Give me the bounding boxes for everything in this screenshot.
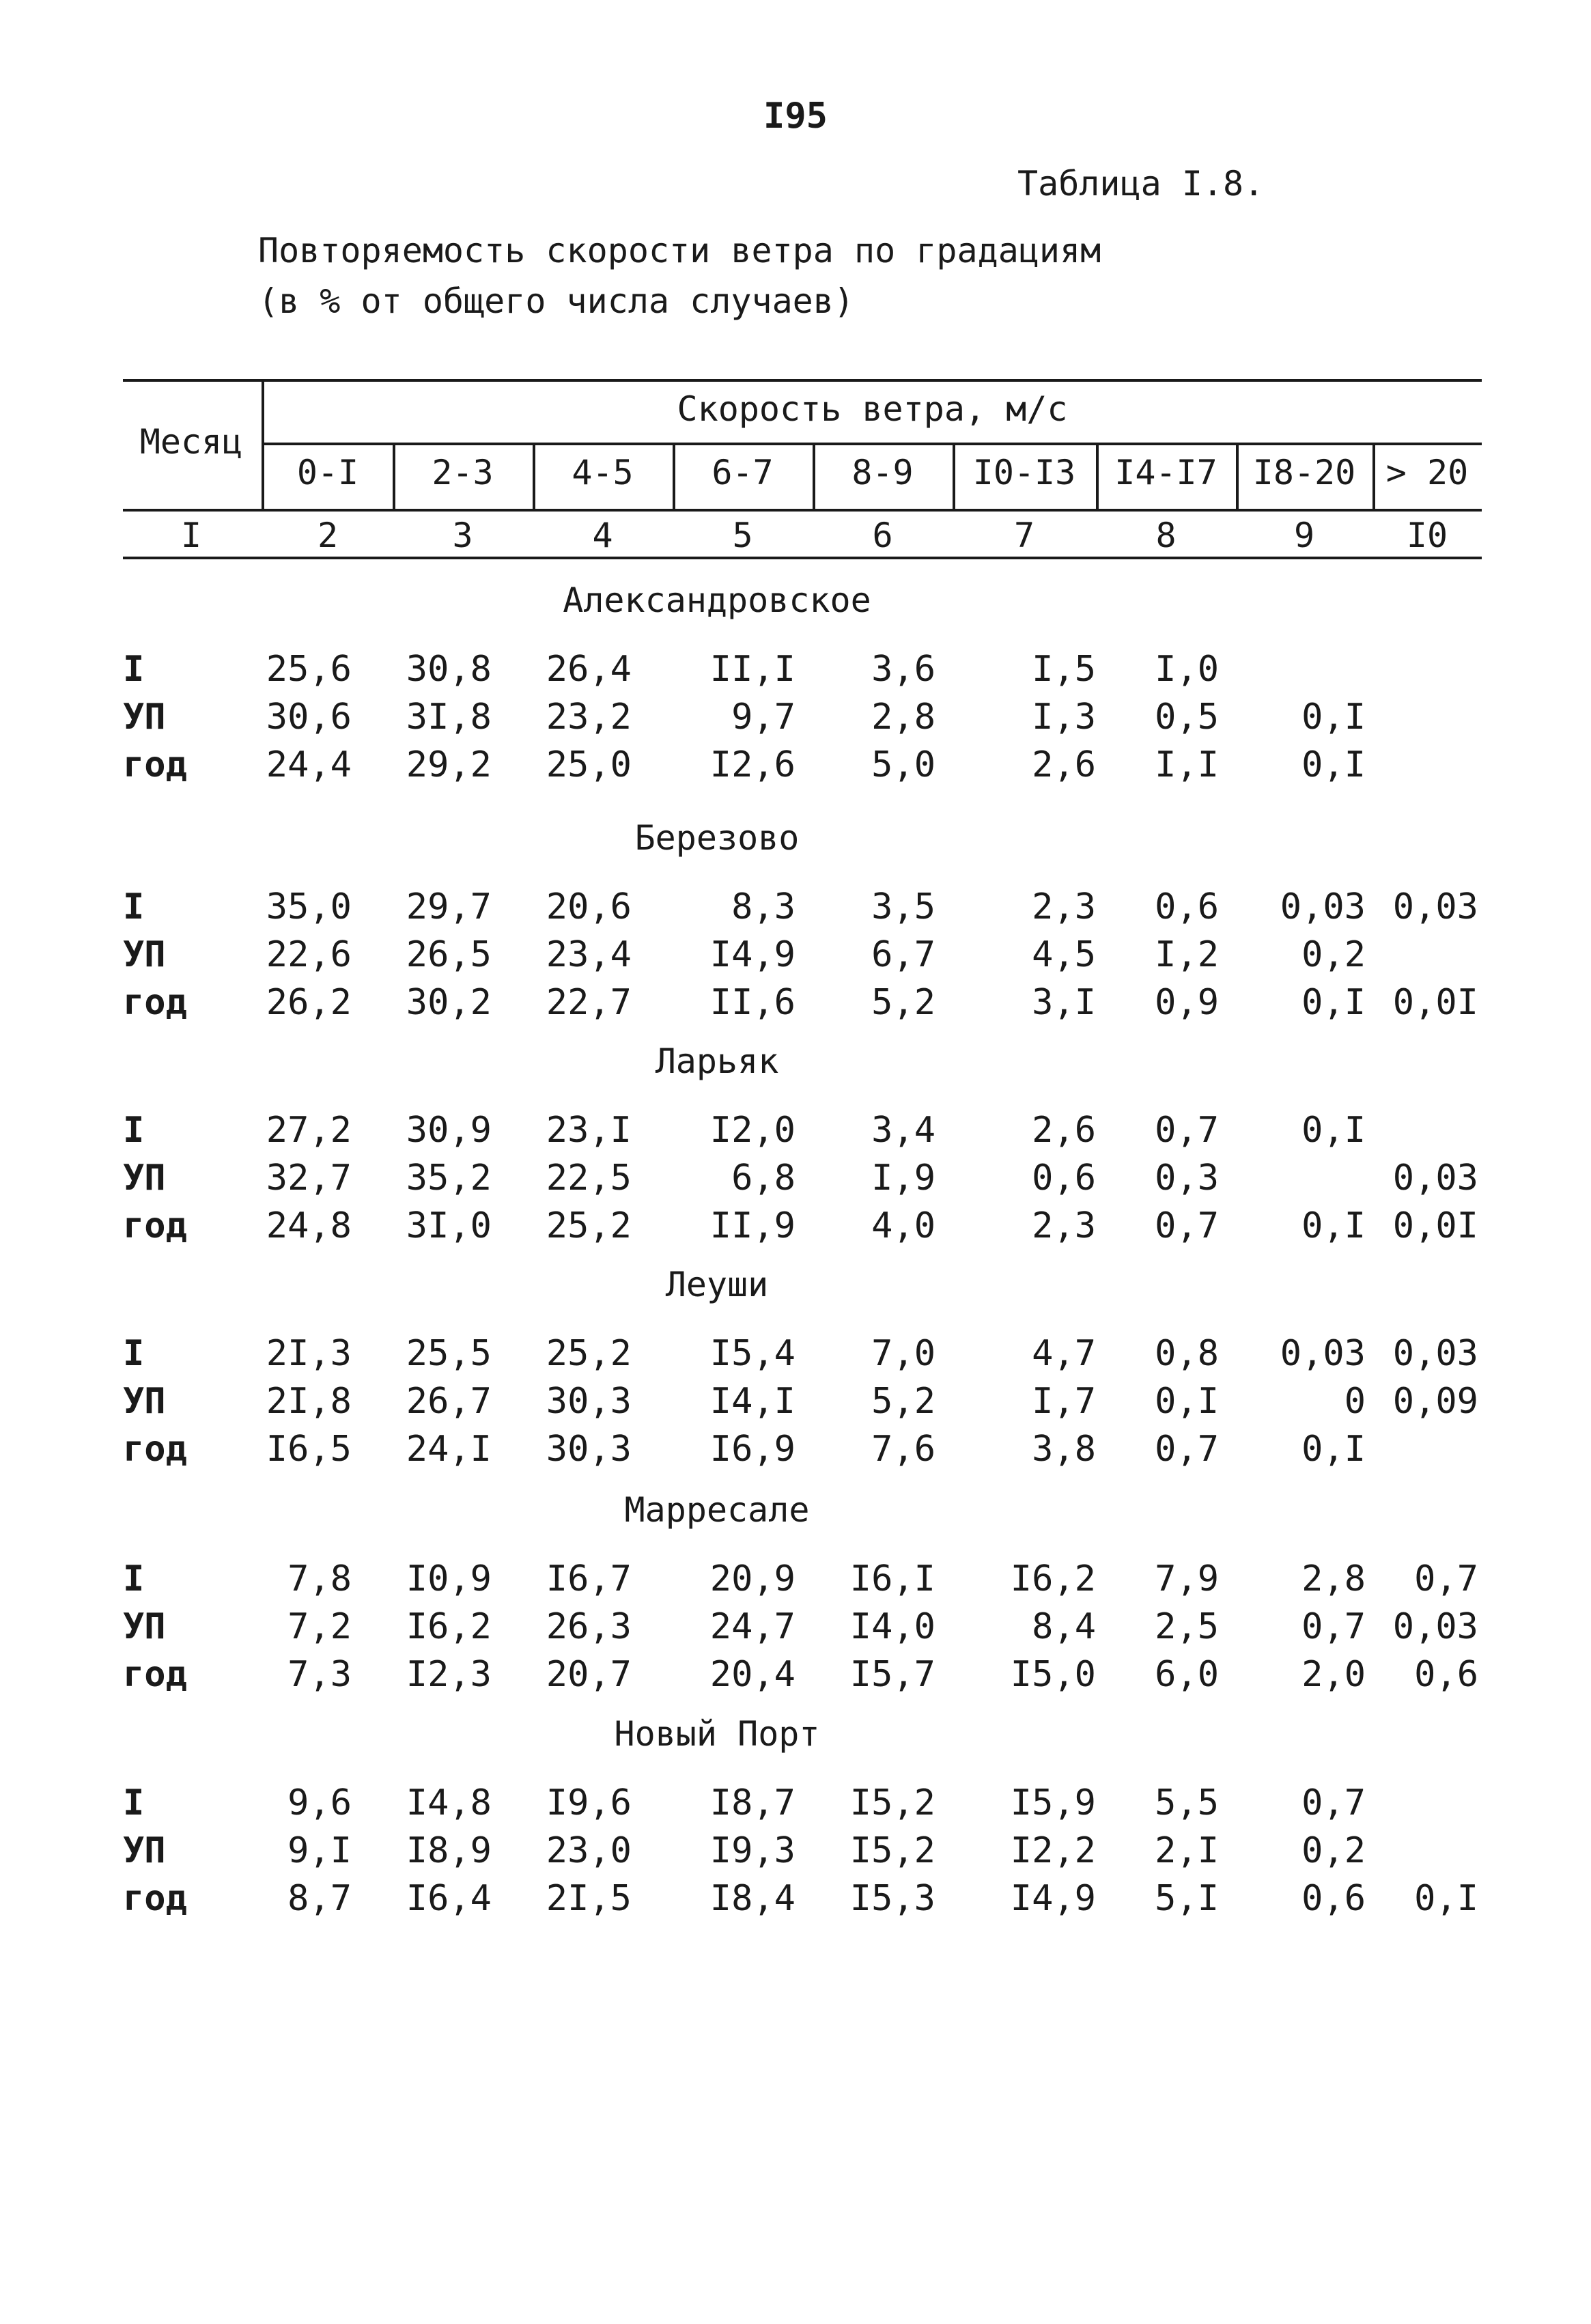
row-label: год <box>123 1878 187 1919</box>
table-cell: I2,2 <box>1010 1830 1096 1871</box>
row-label: УП <box>123 1381 166 1422</box>
table-cell: 6,0 <box>1155 1654 1219 1695</box>
table-cell: I,7 <box>1032 1381 1096 1422</box>
table-cell: I5,2 <box>849 1782 935 1823</box>
row-label: I <box>123 886 145 927</box>
table-cell: I6,9 <box>709 1429 796 1470</box>
table-cell: 3,8 <box>1032 1429 1096 1470</box>
table-cell: I,5 <box>1032 649 1096 690</box>
column-number: 2 <box>317 516 339 555</box>
table-cell: 23,I <box>546 1110 632 1151</box>
table-cell: 0,I <box>1301 1205 1366 1246</box>
table-cell: I5,3 <box>849 1878 935 1919</box>
table-cell: 4,5 <box>1032 934 1096 975</box>
table-cell: 30,9 <box>406 1110 492 1151</box>
table-cell: 0,7 <box>1155 1429 1219 1470</box>
table-cell: I4,8 <box>406 1782 492 1823</box>
table-cell: 30,3 <box>546 1381 632 1422</box>
table-cell: 26,7 <box>406 1381 492 1422</box>
table-title-line: (в % от общего числа случаев) <box>258 281 854 321</box>
table-cell: 7,9 <box>1155 1558 1219 1599</box>
table-cell: II,6 <box>709 982 796 1023</box>
table-title-line: Повторяемость скорости ветра по градациям <box>258 231 1101 270</box>
speed-range-header: 0-I <box>296 453 359 492</box>
table-cell: 2I,5 <box>546 1878 632 1919</box>
table-cell: I4,0 <box>849 1606 935 1647</box>
row-label: год <box>123 1654 187 1695</box>
table-cell: 32,7 <box>266 1158 352 1199</box>
table-cell: 0,7 <box>1155 1205 1219 1246</box>
table-cell: I4,I <box>709 1381 796 1422</box>
table-cell: 5,5 <box>1155 1782 1219 1823</box>
range-divider <box>953 444 955 509</box>
table-cell: 35,2 <box>406 1158 492 1199</box>
table-cell: 22,7 <box>546 982 632 1023</box>
table-cell: 0,03 <box>1280 886 1366 927</box>
table-cell: 3,I <box>1032 982 1096 1023</box>
table-cell: 2I,3 <box>266 1333 352 1374</box>
column-numbers-rule <box>123 557 1482 559</box>
table-cell: 2,6 <box>1032 1110 1096 1151</box>
speed-range-header: I0-I3 <box>972 453 1076 492</box>
table-cell: 3I,0 <box>406 1205 492 1246</box>
row-label: I <box>123 1110 145 1151</box>
table-cell: 5,2 <box>871 982 935 1023</box>
month-header: Месяц <box>139 422 243 462</box>
table-cell: 35,0 <box>266 886 352 927</box>
table-cell: 24,8 <box>266 1205 352 1246</box>
table-cell: 3,6 <box>871 649 935 690</box>
table-cell: 20,4 <box>709 1654 796 1695</box>
station-heading: Ларьяк <box>655 1041 779 1081</box>
row-label: год <box>123 744 187 785</box>
column-number: 8 <box>1155 516 1177 555</box>
table-cell: 20,6 <box>546 886 632 927</box>
table-cell: 6,7 <box>871 934 935 975</box>
table-top-rule <box>123 379 1482 382</box>
table-cell: 20,9 <box>709 1558 796 1599</box>
table-cell: 0,03 <box>1392 886 1478 927</box>
range-divider <box>1096 444 1099 509</box>
table-cell: 2,3 <box>1032 1205 1096 1246</box>
table-cell: 9,6 <box>287 1782 352 1823</box>
station-heading: Марресале <box>624 1490 810 1530</box>
table-cell: 5,2 <box>871 1381 935 1422</box>
row-label: УП <box>123 1830 166 1871</box>
table-cell: 3,5 <box>871 886 935 927</box>
table-cell: 24,I <box>406 1429 492 1470</box>
row-label: год <box>123 982 187 1023</box>
table-cell: 0,7 <box>1414 1558 1478 1599</box>
table-cell: 23,4 <box>546 934 632 975</box>
table-cell: I5,9 <box>1010 1782 1096 1823</box>
table-cell: I5,7 <box>849 1654 935 1695</box>
column-number: I <box>180 516 202 555</box>
table-cell: 26,5 <box>406 934 492 975</box>
table-cell: I6,2 <box>1010 1558 1096 1599</box>
table-cell: 0,03 <box>1392 1158 1478 1199</box>
table-cell: 0,09 <box>1392 1381 1478 1422</box>
speed-range-header: 8-9 <box>851 453 914 492</box>
table-cell: I,I <box>1155 744 1219 785</box>
table-cell: I2,0 <box>709 1110 796 1151</box>
table-cell: 0,8 <box>1155 1333 1219 1374</box>
column-number: 7 <box>1013 516 1035 555</box>
table-cell: 25,2 <box>546 1333 632 1374</box>
table-cell: 2,8 <box>871 697 935 738</box>
table-cell: 0,03 <box>1280 1333 1366 1374</box>
table-cell: 8,4 <box>1032 1606 1096 1647</box>
table-cell: 2,5 <box>1155 1606 1219 1647</box>
table-cell: 2,8 <box>1301 1558 1366 1599</box>
table-cell: 5,0 <box>871 744 935 785</box>
table-cell: 25,6 <box>266 649 352 690</box>
table-cell: 7,0 <box>871 1333 935 1374</box>
column-number: 9 <box>1293 516 1315 555</box>
table-cell: 0,I <box>1301 982 1366 1023</box>
table-cell: I,2 <box>1155 934 1219 975</box>
table-cell: 0,9 <box>1155 982 1219 1023</box>
table-cell: 0,I <box>1301 744 1366 785</box>
speed-range-header: 6-7 <box>712 453 774 492</box>
table-cell: I6,I <box>849 1558 935 1599</box>
table-cell: 8,3 <box>731 886 796 927</box>
table-cell: I9,3 <box>709 1830 796 1871</box>
table-cell: I8,9 <box>406 1830 492 1871</box>
table-cell: 0,I <box>1301 1429 1366 1470</box>
table-cell: I,9 <box>871 1158 935 1199</box>
table-cell: 24,7 <box>709 1606 796 1647</box>
table-cell: 26,2 <box>266 982 352 1023</box>
table-cell: I8,7 <box>709 1782 796 1823</box>
table-cell: 2,0 <box>1301 1654 1366 1695</box>
speed-header: Скорость ветра, м/с <box>677 389 1068 429</box>
table-cell: 26,4 <box>546 649 632 690</box>
row-label: I <box>123 1333 145 1374</box>
table-cell: 0,03 <box>1392 1333 1478 1374</box>
table-cell: 0,6 <box>1414 1654 1478 1695</box>
station-heading: Березово <box>634 818 800 858</box>
table-cell: 0,6 <box>1155 886 1219 927</box>
table-cell: 2,3 <box>1032 886 1096 927</box>
table-cell: 0,I <box>1155 1381 1219 1422</box>
speed-range-header: 2-3 <box>432 453 494 492</box>
table-cell: 23,0 <box>546 1830 632 1871</box>
table-cell: 6,8 <box>731 1158 796 1199</box>
table-cell: 7,3 <box>287 1654 352 1695</box>
row-label: УП <box>123 1606 166 1647</box>
table-cell: 25,0 <box>546 744 632 785</box>
header-bottom-rule <box>123 509 1482 512</box>
speed-range-header: > 20 <box>1385 453 1469 492</box>
speed-range-header: I4-I7 <box>1114 453 1217 492</box>
table-cell: 30,6 <box>266 697 352 738</box>
table-cell: 30,2 <box>406 982 492 1023</box>
table-cell: 7,8 <box>287 1558 352 1599</box>
table-cell: 0,6 <box>1301 1878 1366 1919</box>
range-divider <box>393 444 395 509</box>
row-label: I <box>123 1558 145 1599</box>
column-number: 3 <box>452 516 473 555</box>
column-number: 5 <box>732 516 753 555</box>
row-label: I <box>123 649 145 690</box>
row-label: УП <box>123 1158 166 1199</box>
table-cell: 0,2 <box>1301 1830 1366 1871</box>
table-cell: I5,0 <box>1010 1654 1096 1695</box>
table-cell: I6,2 <box>406 1606 492 1647</box>
table-cell: 23,2 <box>546 697 632 738</box>
table-cell: 2,I <box>1155 1830 1219 1871</box>
column-number: I0 <box>1406 516 1448 555</box>
table-cell: 9,I <box>287 1830 352 1871</box>
table-cell: 0,I <box>1414 1878 1478 1919</box>
station-heading: Леуши <box>665 1265 769 1304</box>
table-cell: 0,2 <box>1301 934 1366 975</box>
table-cell: 22,6 <box>266 934 352 975</box>
station-heading: Новый Порт <box>614 1714 820 1754</box>
row-label: год <box>123 1205 187 1246</box>
table-cell: 29,7 <box>406 886 492 927</box>
table-cell: I5,4 <box>709 1333 796 1374</box>
table-cell: 30,3 <box>546 1429 632 1470</box>
range-divider <box>813 444 815 509</box>
table-cell: 24,4 <box>266 744 352 785</box>
table-cell: I8,4 <box>709 1878 796 1919</box>
table-cell: I2,3 <box>406 1654 492 1695</box>
table-cell: I,0 <box>1155 649 1219 690</box>
table-cell: 3I,8 <box>406 697 492 738</box>
table-cell: 0,6 <box>1032 1158 1096 1199</box>
table-label: Таблица I.8. <box>1017 164 1265 204</box>
table-cell: 27,2 <box>266 1110 352 1151</box>
range-divider <box>1236 444 1239 509</box>
table-cell: 0,I <box>1301 1110 1366 1151</box>
table-cell: 0,03 <box>1392 1606 1478 1647</box>
table-cell: 7,6 <box>871 1429 935 1470</box>
range-divider <box>533 444 535 509</box>
station-heading: Александровское <box>563 580 871 620</box>
table-cell: II,I <box>709 649 796 690</box>
table-cell: 29,2 <box>406 744 492 785</box>
column-number: 6 <box>872 516 893 555</box>
table-cell: II,9 <box>709 1205 796 1246</box>
table-cell: I4,9 <box>709 934 796 975</box>
table-cell: 7,2 <box>287 1606 352 1647</box>
table-cell: 30,8 <box>406 649 492 690</box>
table-cell: 2I,8 <box>266 1381 352 1422</box>
table-cell: 8,7 <box>287 1878 352 1919</box>
table-cell: I6,5 <box>266 1429 352 1470</box>
table-cell: I6,4 <box>406 1878 492 1919</box>
table-cell: 9,7 <box>731 697 796 738</box>
table-cell: 0,7 <box>1301 1606 1366 1647</box>
table-cell: 25,2 <box>546 1205 632 1246</box>
table-cell: 2,6 <box>1032 744 1096 785</box>
table-cell: 0,I <box>1301 697 1366 738</box>
row-label: УП <box>123 697 166 738</box>
table-cell: 25,5 <box>406 1333 492 1374</box>
page-number: I95 <box>763 96 828 137</box>
table-cell: I6,7 <box>546 1558 632 1599</box>
range-divider <box>673 444 675 509</box>
table-cell: 3,4 <box>871 1110 935 1151</box>
table-cell: 22,5 <box>546 1158 632 1199</box>
table-cell: 4,0 <box>871 1205 935 1246</box>
table-cell: 0,0I <box>1392 1205 1478 1246</box>
table-cell: 20,7 <box>546 1654 632 1695</box>
table-cell: I2,6 <box>709 744 796 785</box>
table-cell: I,3 <box>1032 697 1096 738</box>
range-divider <box>1372 444 1375 509</box>
row-label: УП <box>123 934 166 975</box>
row-label: год <box>123 1429 187 1470</box>
table-cell: I9,6 <box>546 1782 632 1823</box>
table-cell: I5,2 <box>849 1830 935 1871</box>
speed-range-header: I8-20 <box>1252 453 1356 492</box>
header-mid-rule <box>263 443 1482 445</box>
table-cell: 0,5 <box>1155 697 1219 738</box>
table-cell: 0,0I <box>1392 982 1478 1023</box>
table-cell: 0,7 <box>1155 1110 1219 1151</box>
table-cell: 4,7 <box>1032 1333 1096 1374</box>
table-cell: I4,9 <box>1010 1878 1096 1919</box>
table-cell: 0,7 <box>1301 1782 1366 1823</box>
table-cell: 26,3 <box>546 1606 632 1647</box>
column-number: 4 <box>592 516 613 555</box>
table-cell: 0,3 <box>1155 1158 1219 1199</box>
table-cell: 5,I <box>1155 1878 1219 1919</box>
table-title <box>258 225 1101 326</box>
speed-range-header: 4-5 <box>572 453 634 492</box>
table-cell: I0,9 <box>406 1558 492 1599</box>
table-cell: 0 <box>1344 1381 1366 1422</box>
row-label: I <box>123 1782 145 1823</box>
